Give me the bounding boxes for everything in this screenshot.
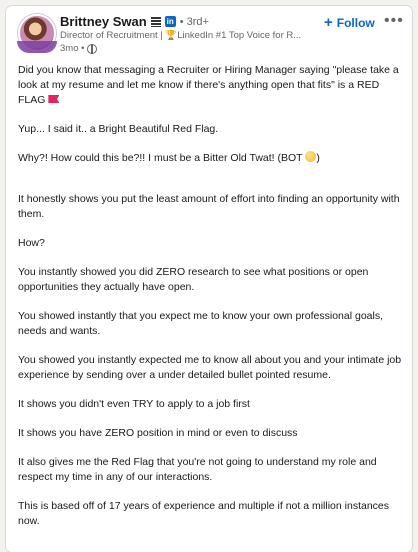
paragraph-text: Did you know that messaging a Recruiter or Hiring Manager saying "please take a look at my resume and let me know if there's anything open that fits" is a RED FLAG	[18, 64, 399, 106]
author-name-line	[60, 14, 209, 29]
avatar-ring	[17, 41, 57, 53]
post-time: 3mo •	[60, 43, 85, 54]
linkedin-badge-icon: in	[166, 17, 174, 26]
author-avatar[interactable]	[18, 14, 56, 52]
paragraph-text: Why?! How could this be?!! I must be a Bitter Old Twat! (BOT	[18, 152, 303, 164]
post-paragraph: It shows you have ZERO position in mind or even to discuss	[18, 427, 298, 439]
post-card	[6, 6, 412, 552]
post-header	[6, 6, 412, 56]
post-paragraph: It honestly shows you put the least amount of effort into finding an opportunity with them.	[18, 193, 400, 220]
connection-degree: • 3rd+	[179, 15, 209, 28]
post-paragraph: You showed instantly that you expect me to know your own professional goals, needs and wants.	[18, 310, 383, 337]
post-body	[18, 63, 408, 529]
follow-button[interactable]	[324, 16, 375, 30]
paragraph-text: )	[316, 152, 320, 164]
post-paragraph	[18, 63, 408, 108]
post-paragraph: Yup... I said it.. a Bright Beautiful Red Flag.	[18, 123, 219, 135]
post-meta	[60, 43, 97, 54]
post-paragraph: This is based off of 17 years of experience and multiple if not a million instances now.	[18, 500, 390, 527]
post-paragraph: You instantly showed you did ZERO research to see what positions or open opportunities they actually have open.	[18, 266, 369, 293]
plus-icon: +	[324, 14, 333, 31]
grin-emoji-icon	[305, 151, 316, 162]
red-flag-icon	[48, 95, 59, 103]
post-paragraph	[18, 151, 408, 166]
follow-label: Follow	[336, 16, 375, 30]
globe-icon	[87, 44, 97, 54]
post-paragraph: How?	[18, 237, 45, 249]
author-name[interactable]: Brittney Swan	[60, 14, 147, 29]
creator-list-icon	[151, 17, 161, 27]
post-paragraph: It shows you didn't even TRY to apply to a job first	[18, 398, 250, 410]
post-paragraph: You showed you instantly expected me to know all about you and your intimate job experience by sending over a under detailed bullet pointed resume.	[18, 354, 402, 381]
more-options-icon[interactable]: •••	[384, 12, 404, 29]
author-title: Director of Recruitment | 🏆LinkedIn #1 Top Voice for R...	[60, 30, 302, 41]
post-paragraph: It also gives me the Red Flag that you're not going to understand my role and respect my time in any of our interactions.	[18, 456, 377, 483]
